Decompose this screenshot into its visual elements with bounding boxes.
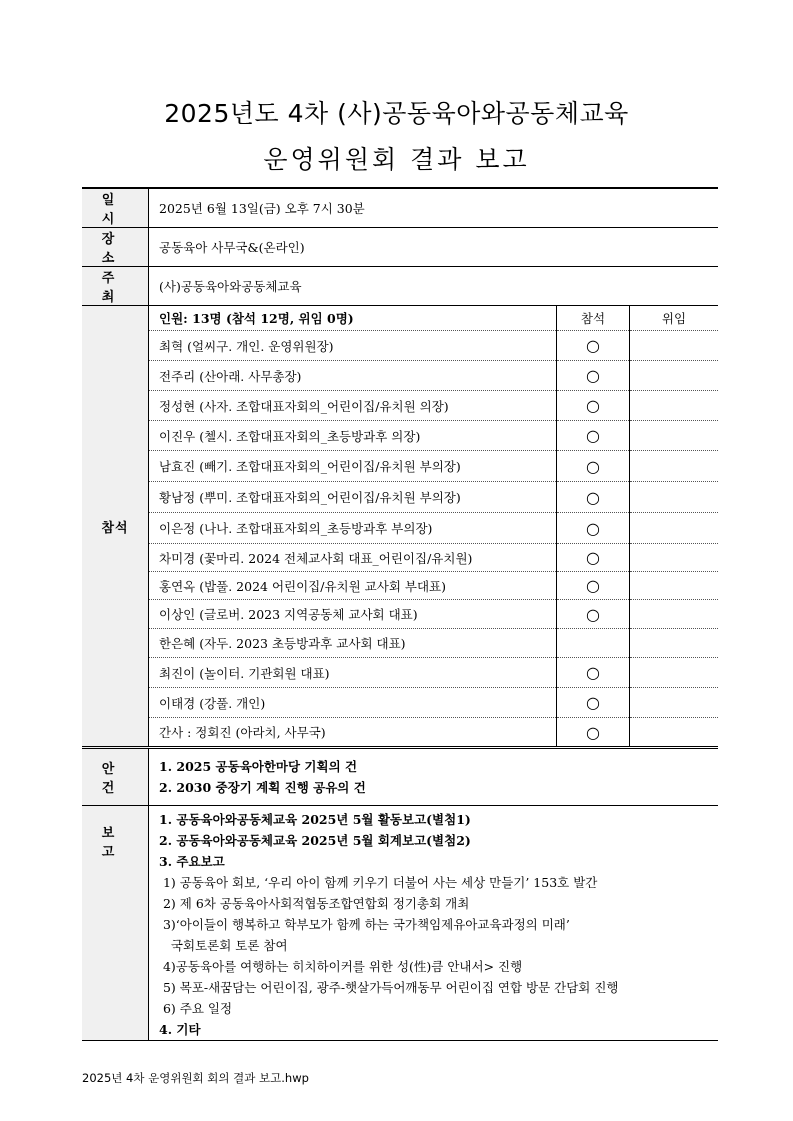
report-table (82, 187, 718, 1041)
attendee-name: 간사 : 정회진 (아라치, 사무국) (149, 718, 557, 748)
attend-mark (557, 629, 630, 658)
report-label: 보 고 (82, 806, 149, 1041)
host-label: 주 최 (82, 267, 149, 306)
report-sub-item: 5) 목포-새꿈담는 어린이집, 광주-햇살가득어깨동무 어린이집 연합 방문 간담회 진행 (159, 980, 619, 995)
delegate-cell (630, 572, 719, 600)
date-label: 일 시 (82, 188, 149, 228)
report-sub-item: 국회토론회 토론 참여 (159, 938, 288, 953)
date-value: 2025년 6월 13일(금) 오후 7시 30분 (149, 188, 719, 228)
attend-mark: ○ (557, 421, 630, 451)
place-label: 장 소 (82, 228, 149, 267)
agenda-label: 안 건 (82, 748, 149, 806)
report-sub-item: 4)공동육아를 여행하는 히치하이커를 위한 성(性)큼 안내서> 진행 (159, 959, 523, 974)
attend-mark: ○ (557, 513, 630, 544)
report-list (149, 806, 719, 1041)
attendee-name: 최혁 (얼씨구. 개인. 운영위원장) (149, 331, 557, 361)
attend-column-header: 참석 (557, 306, 630, 331)
attend-mark: ○ (557, 482, 630, 513)
attend-mark: ○ (557, 451, 630, 482)
attend-mark: ○ (557, 658, 630, 688)
delegate-cell (630, 658, 719, 688)
delegate-cell (630, 629, 719, 658)
delegate-cell (630, 391, 719, 421)
report-sub-item: 3)‘아이들이 행복하고 학부모가 함께 하는 국가책임제유아교육과정의 미래’ (159, 917, 570, 932)
attend-mark: ○ (557, 718, 630, 748)
delegate-cell (630, 544, 719, 572)
attendee-name: 한은혜 (자두. 2023 초등방과후 교사회 대표) (149, 629, 557, 658)
attendee-name: 차미경 (꽃마리. 2024 전체교사회 대표_어린이집/유치원) (149, 544, 557, 572)
delegate-cell (630, 451, 719, 482)
place-value: 공동육아 사무국&(온라인) (149, 228, 719, 267)
delegate-cell (630, 331, 719, 361)
attendance-header: 인원: 13명 (참석 12명, 위임 0명) (149, 306, 557, 331)
delegate-cell (630, 482, 719, 513)
agenda-item: 1. 2025 공동육아한마당 기획의 건 (159, 759, 358, 774)
delegate-cell (630, 421, 719, 451)
delegate-column-header: 위임 (630, 306, 719, 331)
attend-mark: ○ (557, 688, 630, 718)
attendee-name: 최진이 (놀이터. 기관회원 대표) (149, 658, 557, 688)
delegate-cell (630, 718, 719, 748)
attendee-name: 남효진 (빼기. 조합대표자회의_어린이집/유치원 부의장) (149, 451, 557, 482)
attendee-name: 이은정 (나나. 조합대표자회의_초등방과후 부의장) (149, 513, 557, 544)
report-item: 4. 기타 (159, 1022, 201, 1037)
attend-mark: ○ (557, 331, 630, 361)
attendee-name: 황남정 (뿌미. 조합대표자회의_어린이집/유치원 부의장) (149, 482, 557, 513)
document-title-line1: 2025년도 4차 (사)공동육아와공동체교육 (164, 99, 629, 128)
attendee-name: 이진우 (첼시. 조합대표자회의_초등방과후 의장) (149, 421, 557, 451)
attend-mark: ○ (557, 572, 630, 600)
attend-mark: ○ (557, 600, 630, 629)
delegate-cell (630, 513, 719, 544)
attendance-label: 참석 (82, 306, 149, 748)
report-sub-item: 1) 공동육아 회보, ‘우리 아이 함께 키우기 더불어 사는 세상 만들기’ 153호 발간 (159, 875, 598, 890)
report-sub-item: 6) 주요 일정 (159, 1001, 233, 1016)
document-title-line2: 운영위원회 결과 보고 (263, 145, 530, 174)
attendee-name: 홍연옥 (밥풀. 2024 어린이집/유치원 교사회 부대표) (149, 572, 557, 600)
file-name-footer: 2025년 4차 운영위원회 회의 결과 보고.hwp (82, 1071, 309, 1085)
attend-mark: ○ (557, 544, 630, 572)
attend-mark: ○ (557, 391, 630, 421)
delegate-cell (630, 600, 719, 629)
agenda-item: 2. 2030 중장기 계획 진행 공유의 건 (159, 780, 366, 795)
report-item: 2. 공동육아와공동체교육 2025년 5월 회계보고(별첨2) (159, 833, 471, 848)
attendee-name: 전주리 (산아래. 사무총장) (149, 361, 557, 391)
report-sub-item: 2) 제 6차 공동육아사회적협동조합연합회 정기총회 개최 (159, 896, 470, 911)
delegate-cell (630, 361, 719, 391)
host-value: (사)공동육아와공동체교육 (149, 267, 719, 306)
attend-mark: ○ (557, 361, 630, 391)
report-item: 1. 공동육아와공동체교육 2025년 5월 활동보고(별첨1) (159, 812, 471, 827)
delegate-cell (630, 688, 719, 718)
attendee-name: 이상인 (글로버. 2023 지역공동체 교사회 대표) (149, 600, 557, 629)
agenda-list (149, 748, 719, 806)
attendee-name: 정성현 (사자. 조합대표자회의_어린이집/유치원 의장) (149, 391, 557, 421)
attendee-name: 이태경 (강풀. 개인) (149, 688, 557, 718)
report-item: 3. 주요보고 (159, 854, 225, 869)
